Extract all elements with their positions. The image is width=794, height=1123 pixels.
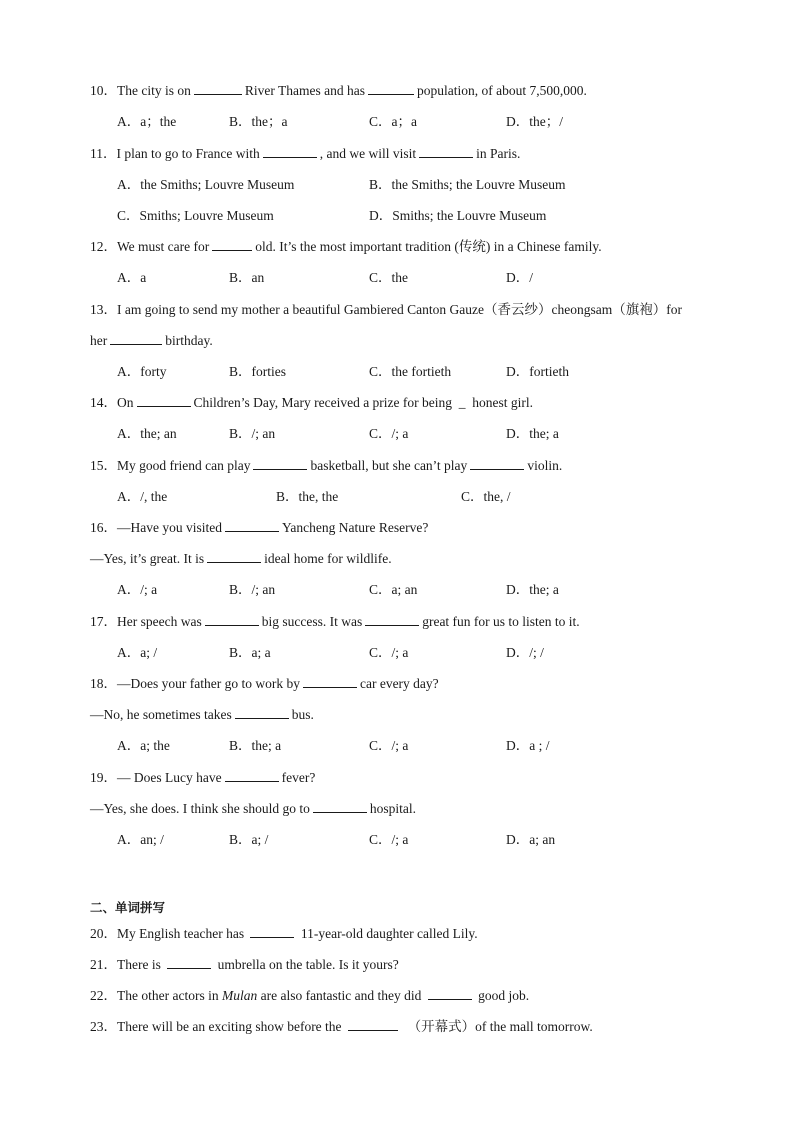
question-11: 11．I plan to go to France with , and we will visit in Paris.: [90, 146, 521, 161]
option-c[interactable]: C．a；a: [369, 114, 417, 129]
answer-blank[interactable]: [207, 550, 261, 563]
option-c[interactable]: C．the, /: [461, 489, 511, 504]
answer-blank[interactable]: [167, 956, 211, 969]
answer-blank[interactable]: [303, 675, 357, 688]
option-c[interactable]: C．the: [369, 270, 408, 285]
option-c[interactable]: C．/; a: [369, 738, 409, 753]
answer-blank[interactable]: [250, 925, 294, 938]
option-c[interactable]: C．Smiths; Louvre Museum: [117, 208, 274, 223]
question-13-continued: her birthday.: [90, 333, 213, 348]
question-12: 12．We must care for old. It’s the most important tradition (传统) in a Chinese family.: [90, 239, 602, 254]
option-a[interactable]: A．/; a: [117, 582, 158, 597]
option-d[interactable]: D．the; a: [506, 582, 559, 597]
option-d[interactable]: D．the；/: [506, 114, 563, 129]
option-b[interactable]: B．/; an: [229, 426, 276, 441]
answer-blank[interactable]: [419, 145, 473, 158]
option-d[interactable]: D．a ; /: [506, 738, 550, 753]
option-c[interactable]: C．the fortieth: [369, 364, 452, 379]
option-a[interactable]: A．the; an: [117, 426, 177, 441]
option-b[interactable]: B．the, the: [276, 489, 339, 504]
answer-blank[interactable]: [110, 332, 162, 345]
answer-blank[interactable]: [235, 706, 289, 719]
question-15: 15．My good friend can play basketball, but she can’t play violin.: [90, 458, 563, 473]
option-a[interactable]: A．a; the: [117, 738, 170, 753]
option-a[interactable]: A．a；the: [117, 114, 177, 129]
answer-blank[interactable]: [348, 1018, 398, 1031]
question-22: 22．The other actors in Mulan are also fantastic and they did good job.: [90, 988, 530, 1003]
question-21: 21．There is umbrella on the table. Is it yours?: [90, 957, 399, 972]
answer-blank[interactable]: [368, 82, 414, 95]
answer-blank[interactable]: [313, 800, 367, 813]
option-c[interactable]: C．/; a: [369, 832, 409, 847]
option-d[interactable]: D．Smiths; the Louvre Museum: [369, 208, 547, 223]
question-13: 13．I am going to send my mother a beautiful Gambiered Canton Gauze（香云纱）cheongsam（旗袍）for: [90, 302, 682, 317]
option-c[interactable]: C．/; a: [369, 426, 409, 441]
answer-blank[interactable]: [253, 457, 307, 470]
option-b[interactable]: B．an: [229, 270, 265, 285]
option-b[interactable]: B．a; a: [229, 645, 271, 660]
option-c[interactable]: C．a; an: [369, 582, 418, 597]
question-10: 10．The city is on River Thames and has population, of about 7,500,000.: [90, 83, 587, 98]
question-20: 20．My English teacher has 11-year-old daughter called Lily.: [90, 926, 478, 941]
answer-blank[interactable]: [365, 613, 419, 626]
option-a[interactable]: A．an; /: [117, 832, 164, 847]
question-18-response: —No, he sometimes takes bus.: [90, 707, 314, 722]
option-d[interactable]: D．fortieth: [506, 364, 569, 379]
question-16-response: —Yes, it’s great. It is ideal home for wildlife.: [90, 551, 392, 566]
answer-blank[interactable]: [428, 987, 472, 1000]
option-b[interactable]: B．/; an: [229, 582, 276, 597]
option-b[interactable]: B．forties: [229, 364, 286, 379]
option-d[interactable]: D．the; a: [506, 426, 559, 441]
answer-blank[interactable]: [205, 613, 259, 626]
answer-blank[interactable]: [225, 769, 279, 782]
answer-blank[interactable]: [225, 519, 279, 532]
section-title: 二、单词拼写: [90, 900, 166, 915]
option-a[interactable]: A．a; /: [117, 645, 158, 660]
option-a[interactable]: A．/, the: [117, 489, 168, 504]
answer-blank[interactable]: [263, 145, 317, 158]
answer-blank[interactable]: [212, 238, 252, 251]
answer-blank[interactable]: [470, 457, 524, 470]
question-19: 19．— Does Lucy have fever?: [90, 770, 316, 785]
option-b[interactable]: B．a; /: [229, 832, 269, 847]
question-23: 23．There will be an exciting show before the （开幕式）of the mall tomorrow.: [90, 1019, 593, 1034]
option-c[interactable]: C．/; a: [369, 645, 409, 660]
option-d[interactable]: D．/: [506, 270, 533, 285]
option-d[interactable]: D．/; /: [506, 645, 544, 660]
option-b[interactable]: B．the；a: [229, 114, 288, 129]
option-a[interactable]: A．forty: [117, 364, 167, 379]
option-a[interactable]: A．a: [117, 270, 147, 285]
answer-blank[interactable]: [137, 394, 191, 407]
question-18: 18．—Does your father go to work by car every day?: [90, 676, 439, 691]
answer-blank[interactable]: [194, 82, 242, 95]
option-d[interactable]: D．a; an: [506, 832, 556, 847]
movie-title: Mulan: [221, 988, 258, 1003]
question-19-response: —Yes, she does. I think she should go to hospital.: [90, 801, 417, 816]
answer-blank[interactable]: _: [458, 395, 466, 410]
question-17: 17．Her speech was big success. It was great fun for us to listen to it.: [90, 614, 580, 629]
option-a[interactable]: A．the Smiths; Louvre Museum: [117, 177, 295, 192]
question-14: 14．On Children’s Day, Mary received a prize for being _ honest girl.: [90, 395, 534, 410]
option-b[interactable]: B．the Smiths; the Louvre Museum: [369, 177, 566, 192]
question-16: 16．—Have you visited Yancheng Nature Reserve?: [90, 520, 429, 535]
option-b[interactable]: B．the; a: [229, 738, 282, 753]
